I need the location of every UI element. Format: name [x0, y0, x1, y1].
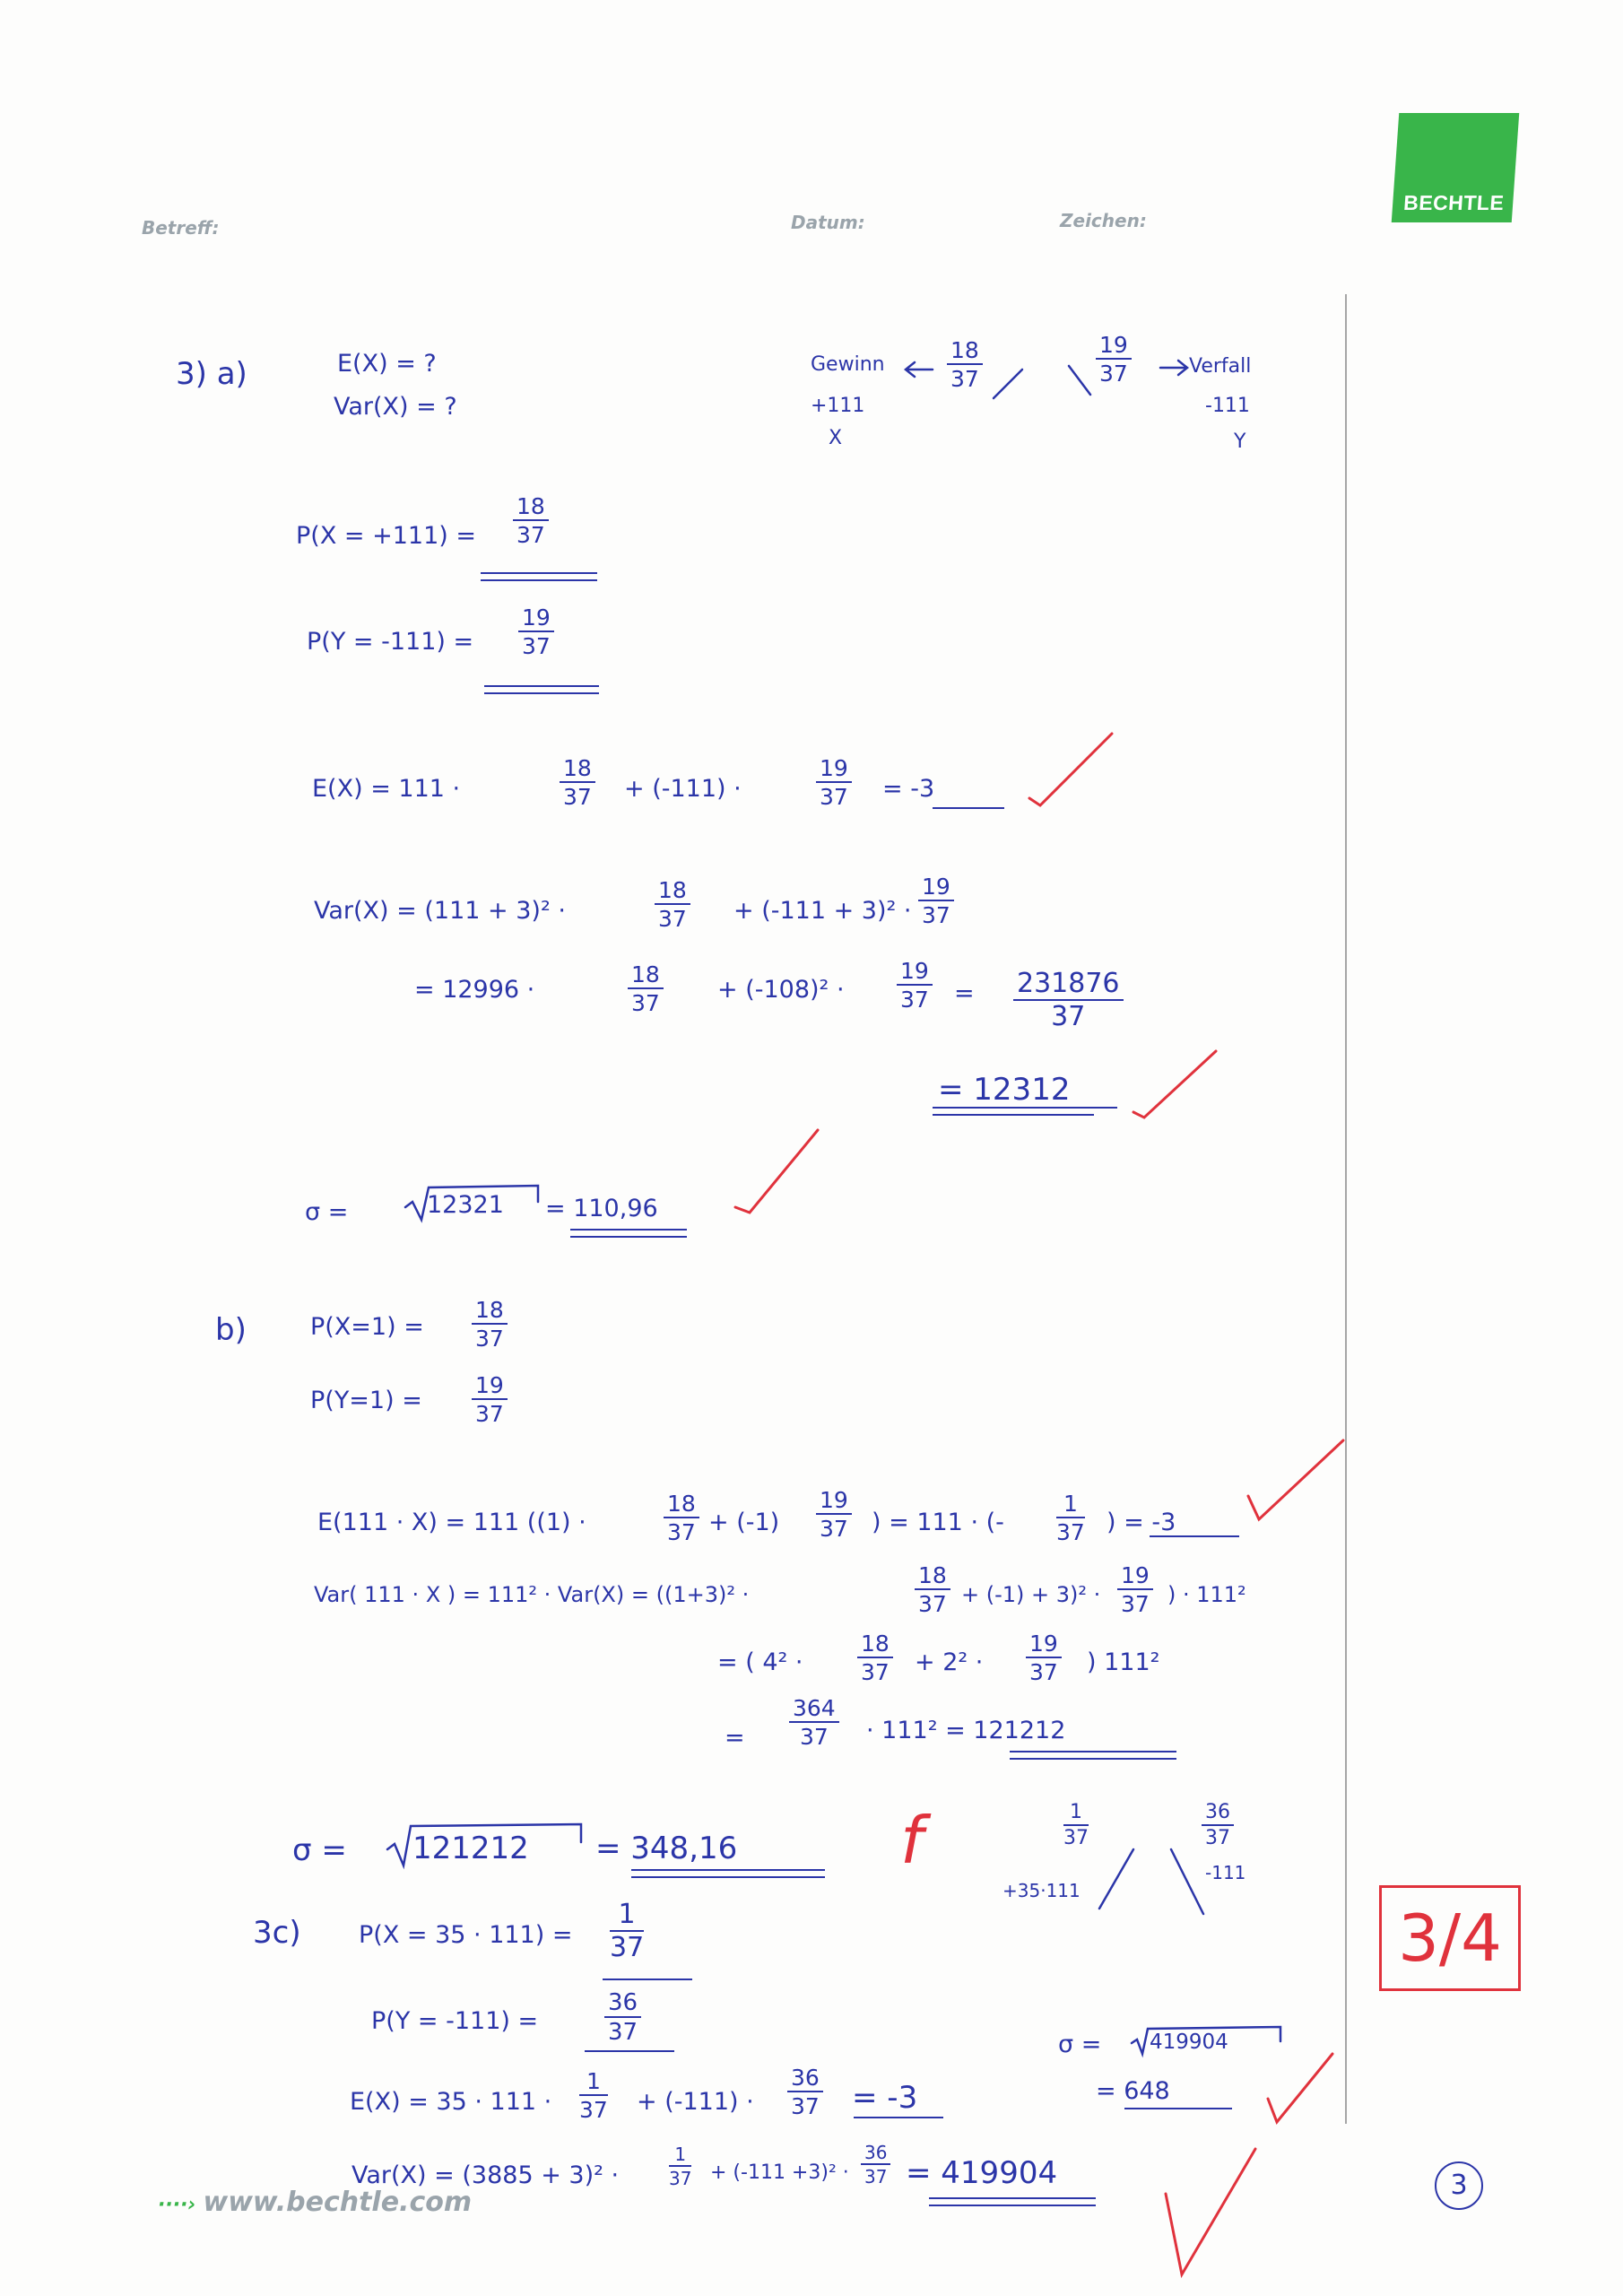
numerator: 18 — [472, 1299, 508, 1325]
b-sigma-lhs: σ = — [292, 1832, 347, 1868]
b-expectation-mid: + (-1) — [708, 1509, 780, 1536]
tree-a-loss-variable: Y — [1234, 430, 1246, 453]
tree-c-branch-left — [1099, 1849, 1133, 1909]
b-expectation-mid2: ) = 111 · (- — [872, 1509, 1004, 1536]
denominator: 37 — [522, 633, 551, 659]
c-expectation-result: = -3 — [852, 2080, 918, 2116]
b-sigma-result: = 348,16 — [595, 1831, 738, 1866]
denominator: 37 — [658, 906, 687, 932]
denominator: 37 — [1205, 1827, 1230, 1849]
denominator: 37 — [608, 2019, 638, 2046]
denominator: 37 — [610, 1932, 645, 1963]
tree-a-win-label: Gewinn — [811, 353, 885, 376]
denominator: 37 — [864, 2166, 888, 2187]
zeichen-label: Zeichen: — [1060, 210, 1147, 231]
b-variance-lhs: Var( 111 · X ) = 111² · Var(X) = ((1+3)² · — [314, 1582, 750, 1607]
b-variance-line2: = ( 4² · — [717, 1648, 803, 1676]
c-expectation-lhs: E(X) = 35 · 111 · — [350, 2088, 552, 2116]
numerator: 18 — [947, 339, 983, 365]
tree-a-loss-label: Verfall — [1189, 355, 1252, 378]
a-expectation-lhs: E(X) = 111 · — [312, 775, 461, 803]
numerator: 231876 — [1013, 970, 1124, 1001]
denominator: 37 — [1051, 1001, 1086, 1032]
numerator: 19 — [1026, 1632, 1062, 1658]
denominator: 37 — [861, 1659, 890, 1685]
denominator: 37 — [579, 2097, 608, 2123]
denominator: 37 — [631, 990, 660, 1016]
numerator: 1 — [1063, 1803, 1089, 1826]
c-variance-result: = 419904 — [906, 2155, 1058, 2191]
page-number-circle: 3 — [1435, 2161, 1483, 2210]
numerator: 36 — [1202, 1803, 1234, 1826]
check-mark-c-sigma — [1268, 2054, 1332, 2122]
a-variance-line2-eq: = — [954, 979, 975, 1007]
numerator: 19 — [472, 1374, 508, 1400]
part-a-label: 3) a) — [176, 356, 247, 392]
numerator: 1 — [579, 2070, 608, 2096]
c-prob-loss-lhs: P(Y = -111) = — [371, 2007, 539, 2035]
b-expectation-result: ) = -3 — [1107, 1509, 1176, 1536]
numerator: 36 — [604, 1991, 641, 2018]
a-sigma-radical — [405, 1186, 538, 1220]
denominator: 37 — [475, 1326, 504, 1352]
numerator: 18 — [628, 963, 664, 989]
numerator: 18 — [664, 1492, 699, 1518]
a-sigma-lhs: σ = — [305, 1198, 349, 1226]
a-expectation-mid: + (-111) · — [624, 775, 742, 803]
c-expectation-mid: + (-111) · — [637, 2088, 754, 2116]
numerator: 19 — [918, 875, 954, 901]
b-sigma-radicand: 121212 — [412, 1831, 529, 1866]
denominator: 37 — [799, 1724, 829, 1750]
tree-a-arrow-right — [1160, 361, 1187, 375]
b-prob-2-lhs: P(Y=1) = — [310, 1387, 422, 1414]
part-a-question-variance: Var(X) = ? — [334, 393, 457, 421]
numerator: 19 — [1117, 1564, 1153, 1590]
c-sigma-lhs: σ = — [1058, 2031, 1102, 2058]
denominator: 37 — [1121, 1591, 1150, 1617]
footer-url-text: www.bechtle.com — [203, 2187, 473, 2218]
a-variance-lhs: Var(X) = (111 + 3)² · — [314, 897, 566, 925]
b-variance-mid: + (-1) + 3)² · — [961, 1582, 1101, 1607]
denominator: 37 — [791, 2093, 820, 2119]
denominator: 37 — [820, 784, 848, 810]
denominator: 37 — [1029, 1659, 1058, 1685]
numerator: 1 — [1056, 1492, 1085, 1518]
b-prob-1-lhs: P(X=1) = — [310, 1313, 424, 1341]
check-mark-b-expectation — [1248, 1440, 1343, 1519]
b-variance-line3-eq: = — [725, 1724, 745, 1752]
c-sigma-result: = 648 — [1096, 2077, 1170, 2105]
numerator: 18 — [857, 1632, 893, 1658]
check-mark-c-variance — [1166, 2149, 1255, 2274]
numerator: 19 — [897, 960, 933, 986]
b-variance-end: ) · 111² — [1167, 1582, 1246, 1607]
numerator: 1 — [669, 2145, 691, 2167]
numerator: 18 — [915, 1564, 950, 1590]
numerator: 1 — [610, 1901, 644, 1932]
wrong-mark-f: f — [900, 1803, 924, 1878]
tree-c-win-value: +35·111 — [1002, 1880, 1081, 1901]
numerator: 19 — [1096, 334, 1132, 360]
check-mark-a-sigma — [735, 1130, 818, 1213]
tree-a-arrow-left — [906, 362, 933, 377]
denominator: 37 — [1056, 1519, 1085, 1545]
b-sigma-radical — [387, 1824, 581, 1866]
tree-c-branch-right — [1171, 1849, 1203, 1914]
tree-a-win-value: +111 — [811, 395, 865, 417]
check-mark-a-expectation — [1029, 734, 1112, 805]
c-sigma-radicand: 419904 — [1150, 2031, 1228, 2054]
numerator: 364 — [789, 1697, 839, 1723]
numerator: 18 — [560, 757, 595, 783]
c-variance-mid: + (-111 +3)² · — [710, 2161, 849, 2184]
denominator: 37 — [950, 366, 979, 392]
dotted-arrow-icon: ····› — [158, 2194, 196, 2216]
denominator: 37 — [820, 1516, 848, 1542]
b-variance-line2-end: ) 111² — [1087, 1648, 1160, 1676]
numerator: 36 — [861, 2144, 890, 2165]
a-variance-mid: + (-111 + 3)² · — [733, 897, 912, 925]
denominator: 37 — [475, 1401, 504, 1427]
logo-text: BECHTLE — [1402, 191, 1506, 214]
a-variance-result: = 12312 — [938, 1072, 1071, 1108]
numerator: 18 — [655, 879, 690, 905]
tree-a-win-variable: X — [829, 427, 843, 449]
c-prob-win-lhs: P(X = 35 · 111) = — [359, 1921, 573, 1949]
denominator: 37 — [516, 522, 545, 548]
betreff-label: Betreff: — [142, 217, 220, 239]
a-variance-line2-mid: + (-108)² · — [717, 976, 845, 1004]
tree-a-branch-left — [994, 370, 1022, 398]
a-variance-line2: = 12996 · — [414, 976, 535, 1004]
denominator: 37 — [1099, 361, 1128, 387]
denominator: 37 — [918, 1591, 947, 1617]
b-expectation-lhs: E(111 · X) = 111 ((1) · — [317, 1509, 586, 1536]
a-prob-win-lhs: P(X = +111) = — [296, 522, 476, 550]
denominator: 37 — [669, 2168, 692, 2189]
tree-a-loss-value: -111 — [1205, 395, 1250, 417]
check-mark-a-variance — [1133, 1051, 1216, 1118]
datum-label: Datum: — [791, 212, 865, 233]
numerator: 19 — [816, 757, 852, 783]
a-expectation-result: = -3 — [882, 775, 935, 803]
numerator: 19 — [816, 1489, 852, 1515]
part-a-question-expectation: E(X) = ? — [337, 350, 437, 378]
tree-c-loss-value: -111 — [1205, 1862, 1246, 1883]
denominator: 37 — [1063, 1827, 1089, 1849]
denominator: 37 — [900, 987, 929, 1013]
part-c-label: 3c) — [253, 1915, 301, 1951]
a-sigma-result: = 110,96 — [545, 1195, 658, 1222]
denominator: 37 — [667, 1519, 696, 1545]
numerator: 18 — [513, 495, 549, 521]
denominator: 37 — [922, 902, 950, 928]
a-prob-loss-lhs: P(Y = -111) = — [307, 628, 474, 656]
c-variance-lhs: Var(X) = (3885 + 3)² · — [352, 2161, 620, 2189]
numerator: 36 — [787, 2066, 823, 2092]
b-variance-line3-result: · 111² = 121212 — [866, 1717, 1066, 1744]
score-box: 3/4 — [1379, 1885, 1521, 1991]
part-b-label: b) — [215, 1312, 247, 1348]
c-sigma-radical — [1132, 2027, 1280, 2054]
denominator: 37 — [563, 784, 592, 810]
numerator: 19 — [518, 606, 554, 632]
a-sigma-radicand: 12321 — [427, 1191, 504, 1219]
b-variance-line2-mid: + 2² · — [915, 1648, 984, 1676]
tree-a-branch-right — [1069, 366, 1090, 395]
